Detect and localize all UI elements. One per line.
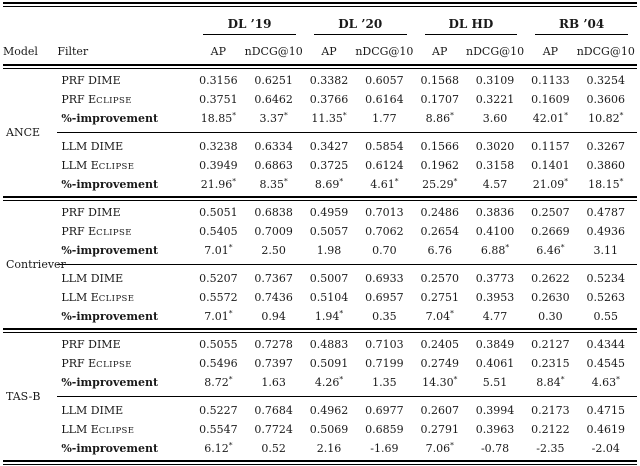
filter-label: LLM ECLIPSE	[61, 158, 135, 172]
metric-cell: 0.2630	[531, 291, 570, 304]
filter-label: %-improvement	[61, 178, 159, 191]
improvement-cell: 11.35*	[311, 110, 347, 125]
smallcaps-text: CLIPSE	[98, 293, 135, 304]
significance-star: *	[453, 374, 458, 384]
model-header: Model	[3, 45, 38, 58]
improvement-cell: 4.77	[482, 310, 508, 323]
improvement-cell: 1.63	[261, 376, 286, 389]
significance-star: *	[232, 176, 236, 186]
metric-cell: 0.3725	[309, 159, 349, 172]
subheader-ap-dlhd: AP	[432, 45, 448, 58]
metric-cell: 0.5263	[586, 291, 626, 304]
metric-cell: 0.2791	[420, 423, 459, 436]
metric-cell: 0.5207	[199, 272, 238, 285]
metric-cell: 0.2127	[531, 338, 570, 351]
table-row	[3, 354, 637, 373]
metric-cell: 0.3606	[586, 93, 626, 106]
improvement-cell: 0.35	[372, 310, 397, 323]
metric-cell: 0.2315	[531, 357, 570, 370]
significance-star: *	[450, 308, 454, 318]
metric-cell: 0.3156	[199, 74, 238, 87]
filter-label: %-improvement	[61, 244, 159, 257]
improvement-cell: 7.06*	[425, 440, 454, 455]
improvement-cell: 0.52	[261, 442, 286, 455]
improvement-cell: 7.01*	[204, 242, 233, 257]
metric-cell: 0.2654	[420, 225, 459, 238]
improvement-cell: 2.16	[316, 442, 342, 455]
subheader-ap-dl19: AP	[210, 45, 227, 58]
column-header-row	[3, 35, 637, 62]
filter-label: LLM DIME	[61, 404, 124, 417]
metric-cell: 0.5572	[199, 291, 238, 304]
metric-cell: 0.7009	[254, 225, 293, 238]
metric-cell: 0.3773	[475, 272, 515, 285]
metric-cell: 0.3382	[309, 74, 349, 87]
metric-cell: 0.6863	[254, 159, 293, 172]
metric-cell: 0.6859	[365, 423, 404, 436]
improvement-cell: 14.30*	[422, 374, 458, 389]
header-rule	[3, 64, 637, 69]
improvement-cell: 5.51	[482, 376, 508, 389]
filter-label: LLM ECLIPSE	[61, 422, 135, 436]
subheader-ndcg-rb04: nDCG@10	[576, 45, 635, 58]
group-header-row	[3, 8, 637, 35]
metric-cell: 0.2622	[531, 272, 570, 285]
significance-star: *	[505, 242, 510, 252]
filter-label: %-improvement	[61, 112, 159, 125]
table-row	[3, 203, 637, 222]
metric-cell: 0.5069	[309, 423, 349, 436]
column-group-dlhd: DL HD	[425, 18, 518, 35]
metric-cell: 0.4715	[586, 404, 626, 417]
significance-star: *	[228, 374, 233, 384]
improvement-cell: 42.01*	[532, 110, 569, 125]
metric-cell: 0.3836	[475, 206, 515, 219]
improvement-cell: 1.98	[316, 244, 342, 257]
metric-cell: 0.6334	[254, 140, 293, 153]
metric-cell: 0.5405	[199, 225, 238, 238]
metric-cell: 0.2507	[531, 206, 570, 219]
metric-cell: 0.5057	[309, 225, 349, 238]
significance-star: *	[228, 440, 233, 450]
filter-label: %-improvement	[61, 310, 159, 323]
improvement-cell: -2.35	[536, 442, 565, 455]
improvement-cell: 0.70	[372, 244, 397, 257]
filter-label: %-improvement	[61, 376, 159, 389]
metric-cell: 0.2405	[420, 338, 459, 351]
metric-cell: 0.4959	[309, 206, 349, 219]
table-row	[3, 269, 637, 288]
improvement-cell: 0.94	[261, 310, 286, 323]
metric-cell: 0.5227	[199, 404, 238, 417]
subheader-ap-dl20: AP	[321, 45, 337, 58]
significance-star: *	[339, 308, 344, 318]
metric-cell: 0.3158	[475, 159, 515, 172]
section-separator-row	[3, 326, 637, 335]
metric-cell: 0.6462	[254, 93, 293, 106]
metric-cell: 0.5055	[199, 338, 238, 351]
metric-cell: 0.2749	[420, 357, 459, 370]
metric-cell: 0.7062	[365, 225, 404, 238]
table-row	[3, 241, 637, 260]
significance-star: *	[284, 110, 288, 120]
significance-star: *	[564, 176, 569, 186]
metric-cell: 0.7278	[254, 338, 293, 351]
table-row	[3, 307, 637, 326]
metric-cell: 0.7199	[365, 357, 404, 370]
improvement-cell: 6.88*	[480, 242, 510, 257]
improvement-cell: 1.35	[372, 376, 397, 389]
filter-label: PRF ECLIPSE	[61, 224, 132, 238]
improvement-cell: 18.85*	[200, 110, 236, 125]
metric-cell: 0.6057	[365, 74, 404, 87]
table-row	[3, 222, 637, 241]
improvement-cell: 6.76	[427, 244, 452, 257]
metric-cell: 0.1609	[531, 93, 570, 106]
metric-cell: 0.3254	[586, 74, 626, 87]
metric-cell: 0.2486	[420, 206, 459, 219]
significance-star: *	[619, 110, 624, 120]
metric-cell: 0.3751	[199, 93, 238, 106]
filter-label: LLM DIME	[61, 140, 124, 153]
model-label: ANCE	[6, 126, 41, 139]
improvement-cell: 8.86*	[425, 110, 454, 125]
improvement-cell: -1.69	[370, 442, 399, 455]
table-row	[3, 373, 637, 392]
header-rule-row	[3, 62, 637, 71]
metric-cell: 0.7724	[254, 423, 293, 436]
metric-cell: 0.6957	[365, 291, 404, 304]
improvement-cell: 6.46*	[536, 242, 565, 257]
metric-cell: 0.7103	[365, 338, 404, 351]
metric-cell: 0.2173	[531, 404, 570, 417]
table-row	[3, 109, 637, 128]
metric-cell: 0.5496	[199, 357, 238, 370]
metric-cell: 0.6124	[365, 159, 404, 172]
significance-star: *	[228, 242, 233, 252]
subheader-ap-rb04: AP	[542, 45, 559, 58]
improvement-cell: 8.84*	[536, 374, 565, 389]
smallcaps-text: CLIPSE	[98, 425, 135, 436]
improvement-cell: 4.63*	[591, 374, 620, 389]
section-separator-row	[3, 194, 637, 203]
metric-cell: 0.4545	[586, 357, 626, 370]
results-table	[3, 2, 637, 466]
metric-cell: 0.2751	[420, 291, 459, 304]
bottom-rule	[3, 460, 637, 465]
significance-star: *	[228, 308, 233, 318]
improvement-cell: 8.72*	[204, 374, 233, 389]
significance-star: *	[450, 440, 454, 450]
metric-cell: 0.1401	[531, 159, 570, 172]
metric-cell: 0.3994	[475, 404, 515, 417]
improvement-cell: 21.96*	[200, 176, 236, 191]
significance-star: *	[453, 176, 458, 186]
improvement-cell: 3.11	[593, 244, 619, 257]
significance-star: *	[284, 176, 288, 186]
table-row	[3, 90, 637, 109]
metric-cell: 0.3109	[475, 74, 515, 87]
table-row	[3, 439, 637, 458]
metric-cell: 0.5104	[309, 291, 349, 304]
block-midrule-row	[3, 392, 637, 401]
model-label: Contriever	[6, 258, 66, 271]
significance-star: *	[616, 374, 620, 384]
improvement-cell: 4.61*	[370, 176, 399, 191]
significance-star: *	[232, 110, 236, 120]
improvement-cell: 6.12*	[204, 440, 233, 455]
smallcaps-text: CLIPSE	[96, 95, 132, 106]
table-row	[3, 156, 637, 175]
improvement-cell: 21.09*	[532, 176, 569, 191]
metric-cell: 0.1962	[420, 159, 459, 172]
metric-cell: 0.6838	[254, 206, 293, 219]
improvement-cell: 7.04*	[425, 308, 454, 323]
improvement-cell: 10.82*	[588, 110, 624, 125]
metric-cell: 0.3427	[309, 140, 349, 153]
metric-cell: 0.4619	[586, 423, 626, 436]
improvement-cell: 1.94*	[314, 308, 344, 323]
table-row	[3, 401, 637, 420]
improvement-cell: 4.57	[482, 178, 508, 191]
significance-star: *	[339, 374, 344, 384]
filter-label: PRF ECLIPSE	[61, 356, 132, 370]
metric-cell: 0.1566	[420, 140, 459, 153]
metric-cell: 0.2607	[420, 404, 459, 417]
metric-cell: 0.4787	[586, 206, 626, 219]
improvement-cell: 2.50	[261, 244, 286, 257]
metric-cell: 0.5854	[365, 140, 404, 153]
smallcaps-text: CLIPSE	[96, 227, 132, 238]
metric-cell: 0.7013	[365, 206, 404, 219]
metric-cell: 0.4100	[475, 225, 515, 238]
metric-cell: 0.1707	[420, 93, 459, 106]
significance-star: *	[339, 176, 344, 186]
filter-label: LLM DIME	[61, 272, 124, 285]
column-group-dl20: DL ’20	[314, 18, 407, 35]
metric-cell: 0.4936	[586, 225, 626, 238]
metric-cell: 0.1568	[420, 74, 459, 87]
significance-star: *	[342, 110, 347, 120]
improvement-cell: -2.04	[591, 442, 620, 455]
metric-cell: 0.3849	[475, 338, 515, 351]
filter-header: Filter	[57, 45, 89, 58]
filter-label: PRF DIME	[61, 338, 121, 351]
bottom-rule-row	[3, 458, 637, 466]
top-rule	[3, 2, 637, 7]
metric-cell: 0.4061	[475, 357, 515, 370]
metric-cell: 0.3238	[199, 140, 238, 153]
improvement-cell: 8.35*	[259, 176, 288, 191]
subheader-ndcg-dl19: nDCG@10	[244, 45, 303, 58]
significance-star: *	[560, 374, 565, 384]
filter-label: %-improvement	[61, 442, 159, 455]
significance-star: *	[560, 242, 565, 252]
improvement-cell: 0.30	[538, 310, 563, 323]
metric-cell: 0.3020	[475, 140, 515, 153]
block-midrule-row	[3, 128, 637, 137]
improvement-cell: 3.37*	[259, 110, 288, 125]
metric-cell: 0.5547	[199, 423, 238, 436]
metric-cell: 0.3953	[475, 291, 515, 304]
metric-cell: 0.5051	[199, 206, 238, 219]
filter-label: LLM ECLIPSE	[61, 290, 135, 304]
metric-cell: 0.5234	[586, 272, 626, 285]
subheader-ndcg-dl20: nDCG@10	[355, 45, 414, 58]
section-separator-rule	[3, 196, 637, 201]
block-midrule	[57, 132, 637, 133]
improvement-cell: 1.77	[372, 112, 397, 125]
subheader-ndcg-dlhd: nDCG@10	[466, 45, 525, 58]
improvement-cell: 3.60	[482, 112, 508, 125]
table-row	[3, 335, 637, 354]
block-midrule-row	[3, 260, 637, 269]
improvement-cell: 18.15*	[588, 176, 624, 191]
metric-cell: 0.1133	[531, 74, 570, 87]
metric-cell: 0.3860	[586, 159, 626, 172]
model-label: TAS-B	[6, 390, 41, 403]
smallcaps-text: CLIPSE	[98, 161, 135, 172]
block-midrule	[57, 396, 637, 397]
improvement-cell: 8.69*	[314, 176, 344, 191]
metric-cell: 0.3221	[475, 93, 515, 106]
column-group-dl19: DL ’19	[203, 18, 296, 35]
metric-cell: 0.4344	[586, 338, 626, 351]
metric-cell: 0.7436	[254, 291, 293, 304]
section-separator-rule	[3, 328, 637, 333]
smallcaps-text: CLIPSE	[96, 359, 132, 370]
table-body	[3, 71, 637, 458]
filter-label: PRF DIME	[61, 74, 121, 87]
improvement-cell: 0.55	[593, 310, 619, 323]
metric-cell: 0.3949	[199, 159, 238, 172]
metric-cell: 0.5091	[309, 357, 349, 370]
metric-cell: 0.4883	[309, 338, 349, 351]
filter-label: PRF DIME	[61, 206, 121, 219]
block-midrule	[57, 264, 637, 265]
improvement-cell: -0.78	[480, 442, 510, 455]
table-row	[3, 175, 637, 194]
significance-star: *	[394, 176, 399, 186]
significance-star: *	[450, 110, 454, 120]
metric-cell: 0.2669	[531, 225, 570, 238]
metric-cell: 0.3766	[309, 93, 349, 106]
table-row	[3, 288, 637, 307]
metric-cell: 0.6933	[365, 272, 404, 285]
column-group-rb04: RB ’04	[535, 18, 628, 35]
metric-cell: 0.3963	[475, 423, 515, 436]
filter-label: PRF ECLIPSE	[61, 92, 132, 106]
metric-cell: 0.6164	[365, 93, 404, 106]
table-row	[3, 137, 637, 156]
improvement-cell: 7.01*	[204, 308, 233, 323]
metric-cell: 0.7397	[254, 357, 293, 370]
metric-cell: 0.2122	[531, 423, 570, 436]
metric-cell: 0.5007	[309, 272, 349, 285]
metric-cell: 0.2570	[420, 272, 459, 285]
metric-cell: 0.7684	[254, 404, 293, 417]
metric-cell: 0.6251	[254, 74, 293, 87]
significance-star: *	[564, 110, 569, 120]
improvement-cell: 25.29*	[422, 176, 458, 191]
metric-cell: 0.4962	[309, 404, 349, 417]
table-row	[3, 71, 637, 90]
metric-cell: 0.3267	[586, 140, 626, 153]
metric-cell: 0.6977	[365, 404, 404, 417]
improvement-cell: 4.26*	[314, 374, 344, 389]
table-row	[3, 420, 637, 439]
significance-star: *	[619, 176, 624, 186]
metric-cell: 0.7367	[254, 272, 293, 285]
metric-cell: 0.1157	[531, 140, 570, 153]
